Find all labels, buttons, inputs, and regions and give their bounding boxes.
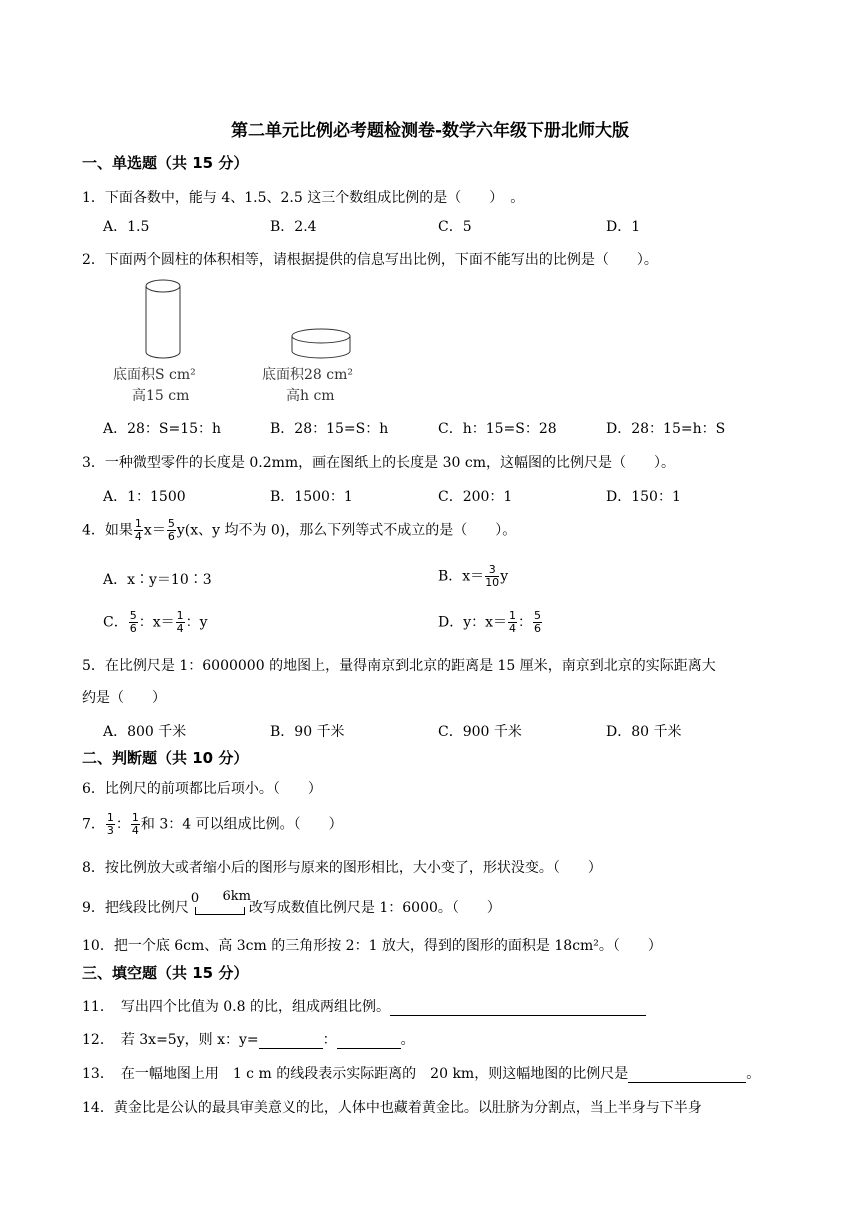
fraction: $\frac{1}{4}$: [131, 811, 139, 837]
fraction: $\frac{1}{4}$: [134, 517, 142, 543]
line-segment-scale: 0 6km: [191, 897, 247, 917]
question-6: 6．比例尺的前项都比后项小。（ ）: [82, 781, 322, 797]
fraction: $\frac{3}{10}$: [485, 563, 500, 589]
question-3: 3．一种微型零件的长度是 0.2mm，画在图纸上的长度是 30 cm，这幅图的比例尺是（ ）。: [82, 455, 676, 471]
q2-option-b: B．28：15=S：h: [270, 421, 389, 437]
fig1-height-label: 高15 cm: [132, 388, 190, 404]
question-13: 13． 在一幅地图上用 1 c m 的线段表示实际距离的 20 km，则这幅地图的比例尺是 。: [82, 1066, 761, 1082]
fig1-area-label: 底面积S cm²: [113, 367, 196, 383]
fraction: $\frac{5}{6}$: [129, 609, 137, 635]
fraction: $\frac{1}{4}$: [509, 609, 517, 635]
q2-option-c: C．h：15=S：28: [438, 421, 557, 437]
cylinders-figure: [108, 272, 378, 410]
answer-blank[interactable]: [259, 1032, 323, 1049]
q4-option-b: B．x＝ $\frac{3}{10}$ y: [438, 563, 509, 589]
question-14: 14．黄金比是公认的最具审美意义的比，人体中也藏着黄金比。以肚脐为分割点，当上半身与下半身: [82, 1100, 702, 1116]
q1-option-d: D．1: [606, 219, 641, 235]
section-heading-fill-blank: 三、填空题（共 15 分）: [82, 964, 249, 982]
q4-suffix: y(x、y 均不为 0)，那么下列等式不成立的是（ ）。: [176, 522, 517, 539]
question-4: [82, 518, 516, 543]
question-11: 11． 写出四个比值为 0.8 的比，组成两组比例。: [82, 996, 646, 1016]
fraction: $\frac{1}{3}$: [106, 811, 114, 837]
answer-blank[interactable]: [337, 1032, 401, 1049]
short-cylinder: [292, 329, 350, 358]
answer-blank[interactable]: [628, 1066, 746, 1083]
q2-option-d: D．28：15=h：S: [606, 421, 726, 437]
q5-option-b: B．90 千米: [270, 724, 345, 740]
q4-prefix: 4．如果: [82, 522, 133, 539]
q2-option-a: A．28：S=15：h: [103, 421, 222, 437]
q3-option-b: B．1500：1: [270, 489, 353, 505]
q4-option-a: A．x∶y＝10∶3: [103, 572, 212, 588]
question-5-line-2: 约是（ ）: [82, 690, 166, 706]
q1-option-a: A．1.5: [103, 219, 150, 235]
tall-cylinder: [146, 280, 180, 358]
fraction: $\frac{5}{6}$: [167, 517, 175, 543]
q3-option-a: A．1：1500: [103, 489, 186, 505]
fraction: $\frac{1}{4}$: [176, 609, 184, 635]
question-1: 1．下面各数中，能与 4、1.5、2.5 这三个数组成比例的是（ ） 。: [82, 190, 525, 206]
q1-option-b: B．2.4: [270, 219, 317, 235]
q3-option-d: D．150：1: [606, 489, 681, 505]
answer-blank[interactable]: [390, 999, 646, 1016]
fraction: $\frac{5}{6}$: [534, 609, 542, 635]
question-9: 9．把线段比例尺 0 6km 改写成数值比例尺是 1：6000。（ ）: [82, 889, 501, 916]
question-2: 2．下面两个圆柱的体积相等，请根据提供的信息写出比例，下面不能写出的比例是（ ）。: [82, 252, 658, 268]
q5-option-c: C．900 千米: [438, 724, 522, 740]
q5-option-a: A．800 千米: [103, 724, 187, 740]
fig2-height-label: 高h cm: [286, 388, 335, 404]
section-heading-single-choice: 一、单选题（共 15 分）: [82, 154, 249, 172]
question-7: 7． $\frac{1}{3}$ ： $\frac{1}{4}$ 和 3：4 可以组成比例。（ ）: [82, 811, 343, 837]
question-12: 12． 若 3x=5y，则 x：y= ： 。: [82, 1032, 415, 1048]
q3-option-c: C．200：1: [438, 489, 513, 505]
question-5-line-1: 5．在比例尺是 1：6000000 的地图上，量得南京到北京的距离是 15 厘米，南京到北京的实际距离大: [82, 658, 716, 674]
fig2-area-label: 底面积28 cm²: [262, 367, 353, 383]
q4-option-d: D．y：x＝ $\frac{1}{4}$ ： $\frac{5}{6}$: [438, 609, 542, 635]
page-title: 第二单元比例必考题检测卷-数学六年级下册北师大版: [230, 121, 630, 141]
section-heading-true-false: 二、判断题（共 10 分）: [82, 749, 249, 767]
q4-mid: x＝: [143, 522, 166, 539]
q5-option-d: D．80 千米: [606, 724, 682, 740]
q4-option-c: C． $\frac{5}{6}$ ：x＝ $\frac{1}{4}$ ：y: [103, 609, 208, 635]
question-8: 8．按比例放大或者缩小后的图形与原来的图形相比，大小变了，形状没变。（ ）: [82, 860, 602, 876]
question-10: 10．把一个底 6cm、高 3cm 的三角形按 2：1 放大，得到的图形的面积是 18cm²。（ ）: [82, 938, 662, 954]
q1-option-c: C．5: [438, 219, 472, 235]
